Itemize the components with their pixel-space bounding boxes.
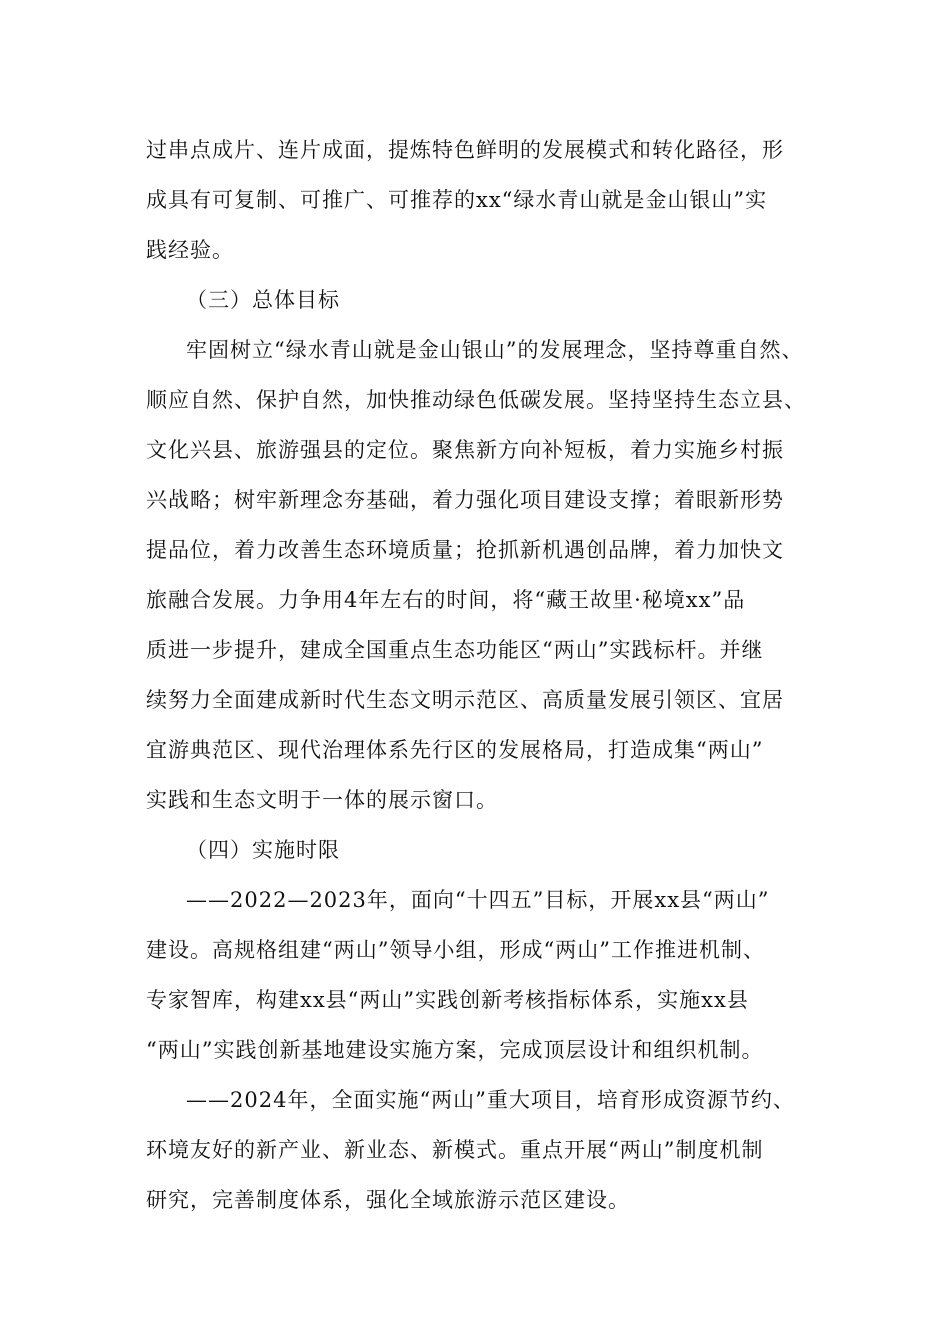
section-heading: （三）总体目标 — [186, 288, 340, 312]
paragraph-line: 建设。高规格组建“两山”领导小组，形成“两山”工作推进机制、 — [146, 938, 765, 962]
paragraph-line: 专家智库，构建xx县“两山”实践创新考核指标体系，实施xx县 — [146, 988, 749, 1012]
paragraph-line: 提品位，着力改善生态环境质量；抢抓新机遇创品牌，着力加快文 — [146, 538, 784, 562]
paragraph-line: 兴战略；树牢新理念夯基础，着力强化项目建设支撑；着眼新形势 — [146, 488, 784, 512]
paragraph-line: ——2022—2023年，面向“十四五”目标，开展xx县“两山” — [186, 888, 770, 912]
paragraph-line: 旅融合发展。力争用4年左右的时间，将“藏王故里·秘境xx”品 — [146, 588, 746, 612]
paragraph-line: 顺应自然、保护自然，加快推动绿色低碳发展。坚持坚持生态立县、 — [146, 388, 806, 412]
paragraph-line: 成具有可复制、可推广、可推荐的xx“绿水青山就是金山银山”实 — [146, 188, 768, 212]
paragraph-line: 牢固树立“绿水青山就是金山银山”的发展理念，坚持尊重自然、 — [186, 338, 804, 362]
paragraph-line: 环境友好的新产业、新业态、新模式。重点开展“两山”制度机制 — [146, 1138, 764, 1162]
paragraph-line: 质进一步提升，建成全国重点生态功能区“两山”实践标杆。并继 — [146, 638, 764, 662]
paragraph-line: 宜游典范区、现代治理体系先行区的发展格局，打造成集“两山” — [146, 738, 764, 762]
paragraph-line: 实践和生态文明于一体的展示窗口。 — [146, 788, 498, 812]
paragraph-line: 过串点成片、连片成面，提炼特色鲜明的发展模式和转化路径，形 — [146, 138, 784, 162]
paragraph-line: ——2024年，全面实施“两山”重大项目，培育形成资源节约、 — [186, 1088, 795, 1112]
section-heading: （四）实施时限 — [186, 838, 340, 862]
paragraph-line: 研究，完善制度体系，强化全域旅游示范区建设。 — [146, 1188, 630, 1212]
paragraph-line: 践经验。 — [146, 238, 234, 262]
paragraph-line: “两山”实践创新基地建设实施方案，完成顶层设计和组织机制。 — [146, 1038, 764, 1062]
paragraph-line: 文化兴县、旅游强县的定位。聚焦新方向补短板，着力实施乡村振 — [146, 438, 784, 462]
paragraph-line: 续努力全面建成新时代生态文明示范区、高质量发展引领区、宜居 — [146, 688, 784, 712]
